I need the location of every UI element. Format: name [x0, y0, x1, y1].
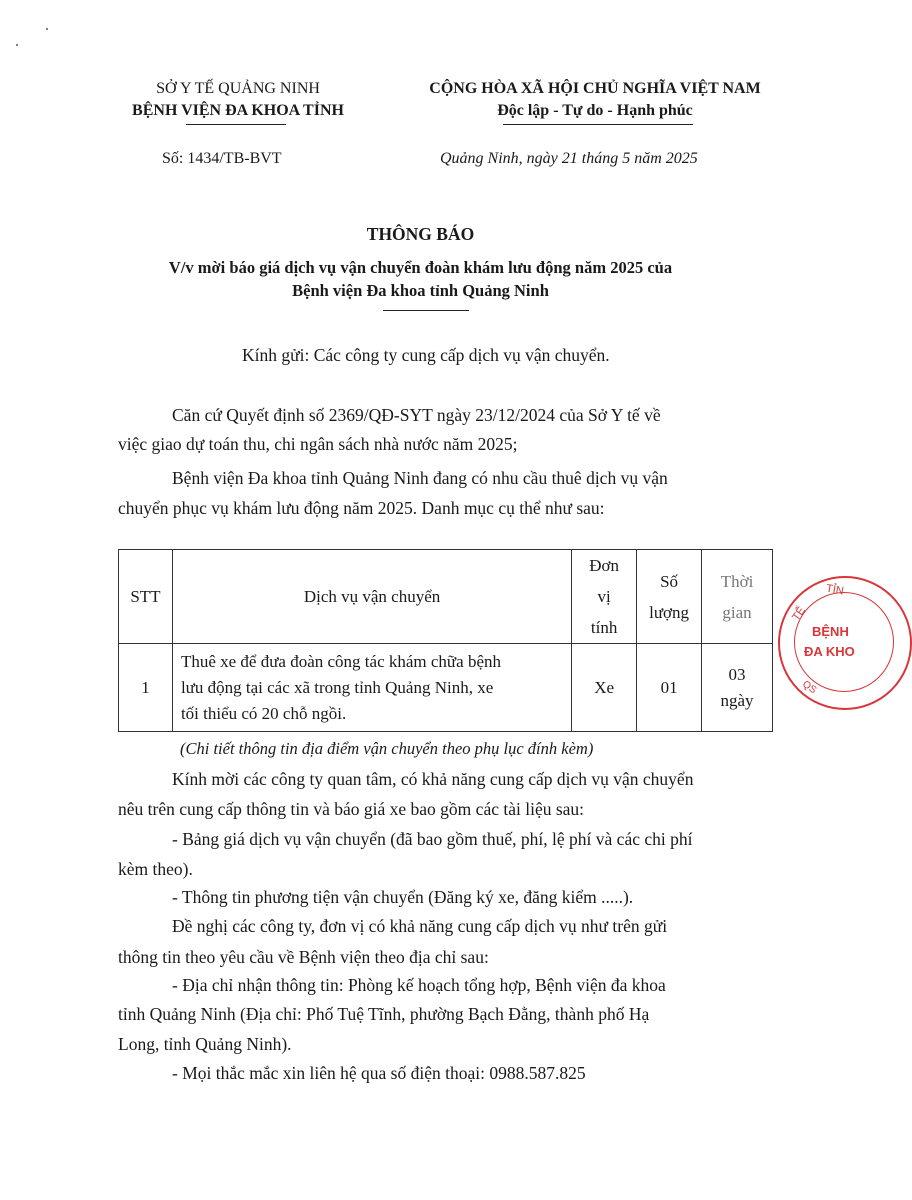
seal-text-bottom: QS [800, 678, 819, 697]
legal-basis-line-2: việc giao dự toán thu, chi ngân sách nhà nước năm 2025; [118, 434, 518, 454]
hospital-name: BỆNH VIỆN ĐA KHOA TỈNH [132, 102, 344, 119]
subject-line-2: Bệnh viện Đa khoa tỉnh Quảng Ninh [292, 281, 549, 300]
legal-basis-line-1: Căn cứ Quyết định số 2369/QĐ-SYT ngày 23/12/2024 của Sở Y tế về [172, 405, 661, 425]
row-service-line: lưu động tại các xã trong tỉnh Quảng Ninh, xe [180, 677, 494, 697]
invitation-line-2: nêu trên cung cấp thông tin và báo giá xe bao gồm các tài liệu sau: [118, 799, 585, 819]
table-note: (Chi tiết thông tin địa điểm vận chuyển theo phụ lục đính kèm) [180, 739, 594, 758]
requirement-item-2: - Thông tin phương tiện vận chuyển (Đăng ký xe, đăng kiểm .....). [172, 887, 634, 907]
header-service: Dịch vụ vận chuyển [172, 550, 571, 644]
header-unit [572, 550, 637, 644]
row-service-line: tối thiểu có 20 chỗ ngồi. [180, 703, 347, 723]
demand-paragraph [118, 467, 778, 519]
header-unit-line: vị [597, 587, 611, 606]
row-time-line: 03 [728, 664, 746, 684]
country-name: CỘNG HÒA XÃ HỘI CHỦ NGHĨA VIỆT NAM [429, 80, 761, 97]
requirement-item-1-line-2: kèm theo). [118, 859, 193, 879]
row-unit: Xe [572, 644, 637, 732]
submission-line-2: thông tin theo yêu cầu về Bệnh viện theo địa chỉ sau: [118, 947, 489, 967]
invitation-line-1: Kính mời các công ty quan tâm, có khả năng cung cấp dịch vụ vận chuyển [172, 769, 694, 789]
service-table [118, 549, 773, 732]
legal-basis-paragraph [118, 404, 778, 455]
document-subject [0, 256, 841, 302]
address-line-2: tỉnh Quảng Ninh (Địa chỉ: Phố Tuệ Tĩnh, phường Bạch Đằng, thành phố Hạ [118, 1004, 650, 1024]
address-line-1: - Địa chỉ nhận thông tin: Phòng kế hoạch tổng hợp, Bệnh viện đa khoa [172, 975, 666, 995]
requirement-item-1-line-1: - Bảng giá dịch vụ vận chuyển (đã bao gồm thuế, phí, lệ phí và các chi phí [172, 829, 693, 849]
document-title: THÔNG BÁO [366, 224, 475, 244]
header-unit-line: Đơn [589, 556, 620, 575]
table-header-row [119, 550, 773, 644]
address-paragraph [118, 974, 798, 1055]
seal-line-2: ĐA KHO [804, 644, 855, 659]
scan-speck [16, 44, 18, 46]
org-underline [186, 124, 286, 125]
place-and-date: Quảng Ninh, ngày 21 tháng 5 năm 2025 [440, 150, 698, 167]
national-header [400, 78, 790, 122]
header-unit-line: tính [590, 618, 618, 637]
header-time-line: Thời [720, 571, 754, 591]
seal-text-top-left: TẾ [790, 604, 808, 624]
seal-line-1: BỆNH [812, 624, 849, 639]
row-time-line: ngày [720, 690, 754, 710]
header-time-line: gian [722, 602, 752, 622]
header-time [702, 550, 773, 644]
demand-line-1: Bệnh viện Đa khoa tỉnh Quảng Ninh đang có nhu cầu thuê dịch vụ vận [172, 468, 668, 488]
ministry-name: SỞ Y TẾ QUẢNG NINH [156, 80, 320, 97]
submission-paragraph [118, 915, 798, 968]
submission-line-1: Đề nghị các công ty, đơn vị có khả năng cung cấp dịch vụ như trên gửi [172, 916, 668, 936]
row-service [172, 644, 571, 732]
address-line-3: Long, tỉnh Quảng Ninh). [118, 1034, 292, 1054]
recipient-line: Kính gửi: Các công ty cung cấp dịch vụ vận chuyển. [242, 345, 610, 365]
subject-line-1: V/v mời báo giá dịch vụ vận chuyển đoàn khám lưu động năm 2025 của [168, 258, 673, 277]
header-stt: STT [119, 550, 173, 644]
contact-line: - Mọi thắc mắc xin liên hệ qua số điện thoại: 0988.587.825 [172, 1063, 586, 1083]
subject-underline [383, 310, 469, 311]
hospital-seal [778, 576, 912, 710]
header-quantity-line: lượng [649, 602, 690, 622]
requirement-item-1 [118, 828, 798, 880]
demand-line-2: chuyển phục vụ khám lưu động năm 2025. Danh mục cụ thể như sau: [118, 498, 605, 518]
document-number: Số: 1434/TB-BVT [162, 150, 282, 167]
organization-header [98, 78, 378, 122]
table-row [119, 644, 773, 732]
scan-speck [46, 28, 48, 30]
row-stt: 1 [119, 644, 173, 732]
national-motto: Độc lập - Tự do - Hạnh phúc [497, 102, 693, 119]
motto-underline [503, 124, 693, 125]
row-time [702, 644, 773, 732]
row-quantity: 01 [637, 644, 702, 732]
invitation-paragraph [118, 768, 798, 820]
header-quantity [637, 550, 702, 644]
header-quantity-line: Số [660, 571, 679, 591]
seal-text-top: TỈN [825, 582, 845, 598]
row-service-line: Thuê xe để đưa đoàn công tác khám chữa bệnh [180, 651, 501, 671]
seal-inner-ring [794, 592, 894, 692]
